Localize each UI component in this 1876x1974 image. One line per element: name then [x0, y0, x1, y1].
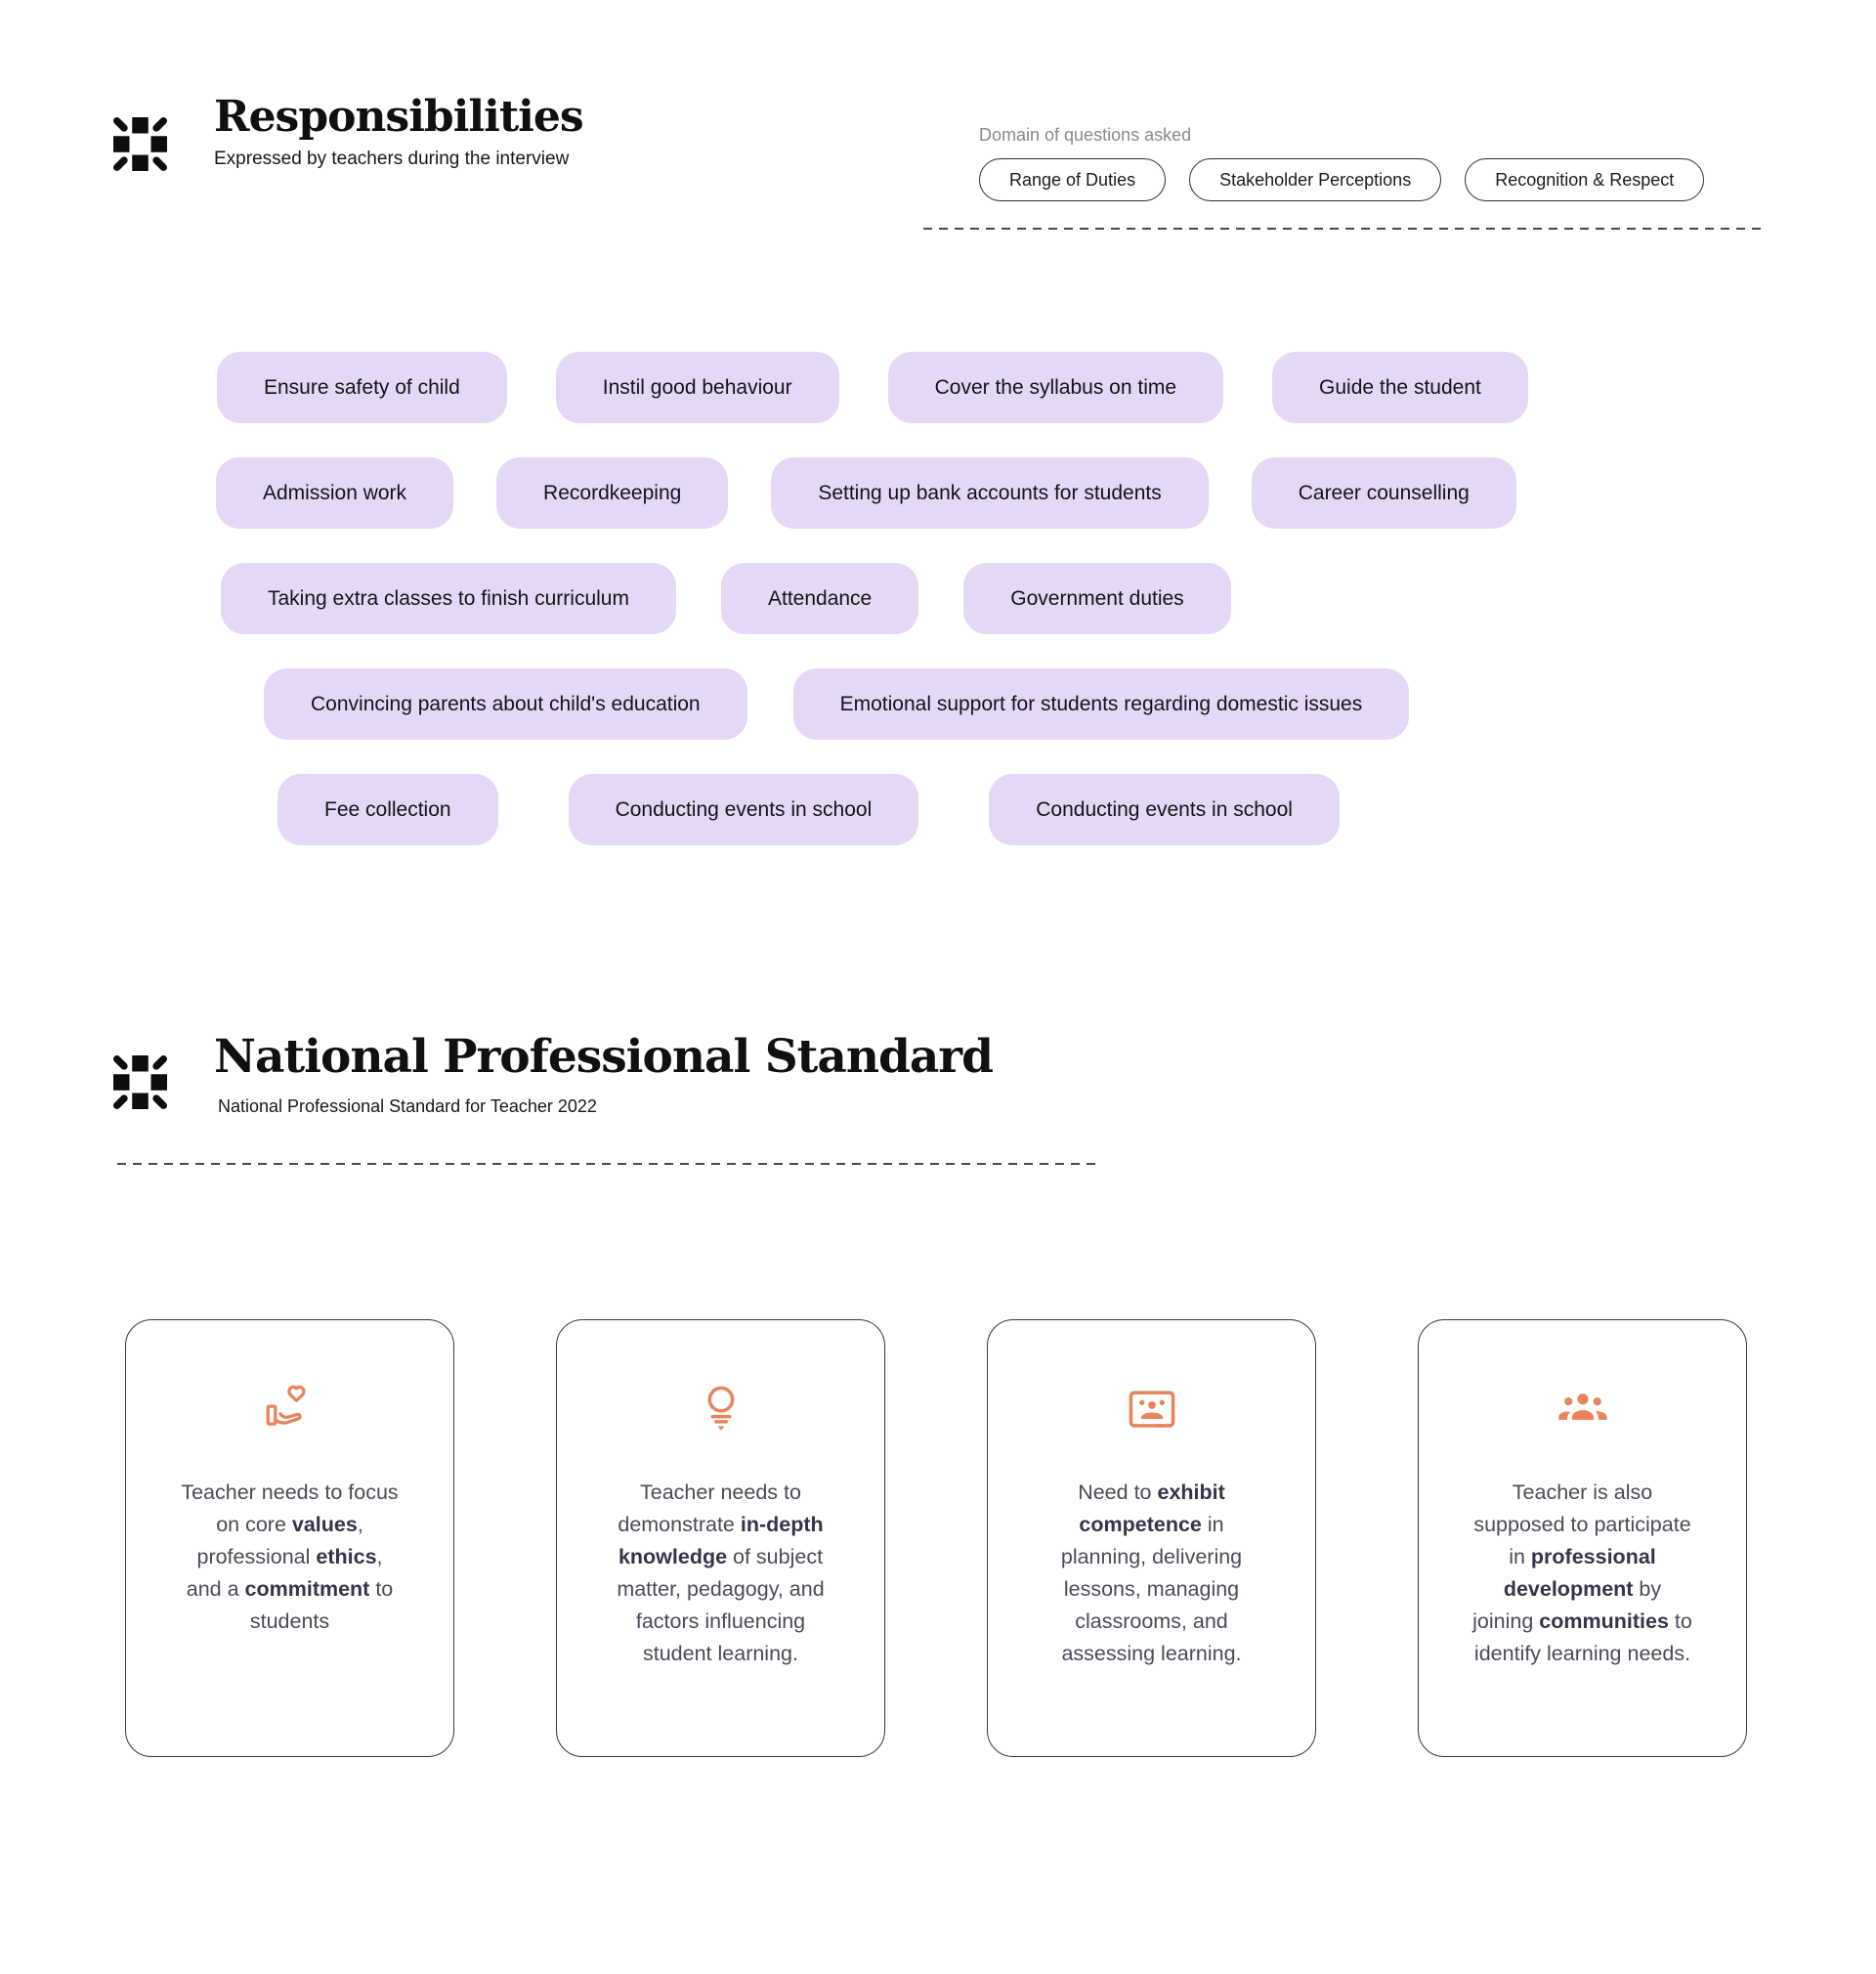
responsibility-tag: Setting up bank accounts for students	[771, 457, 1208, 529]
card-text	[1461, 1477, 1704, 1670]
responsibility-tag: Instil good behaviour	[556, 352, 839, 423]
card-text-line: development by	[1503, 1577, 1662, 1601]
responsibility-tag: Career counselling	[1252, 457, 1516, 529]
classroom-icon	[1125, 1381, 1179, 1438]
card-text-line: Need to exhibit	[1078, 1480, 1225, 1504]
card-text	[169, 1477, 409, 1638]
domain-pill: Range of Duties	[979, 158, 1166, 201]
tag-row	[221, 563, 1876, 634]
standard-header	[113, 1032, 993, 1117]
responsibility-tag: Cover the syllabus on time	[888, 352, 1223, 423]
card-text-line: student learning.	[643, 1642, 798, 1665]
card-text-line: on core values,	[216, 1513, 363, 1536]
card-text-line: in professional	[1509, 1545, 1656, 1568]
card-text	[1049, 1477, 1254, 1670]
domain-label: Domain of questions asked	[979, 125, 1192, 145]
card-text-line: joining communities to	[1472, 1609, 1692, 1633]
responsibility-tag: Convincing parents about child's education	[264, 668, 747, 740]
page-subtitle: Expressed by teachers during the interview	[214, 149, 570, 170]
tag-rows	[0, 352, 1876, 880]
hand-heart-icon	[263, 1381, 318, 1438]
dashed-divider	[923, 228, 1761, 230]
card-text-line: professional ethics,	[196, 1545, 383, 1568]
domain-pill: Recognition & Respect	[1465, 158, 1704, 201]
dashed-divider	[117, 1163, 1101, 1165]
groups-icon	[1555, 1381, 1611, 1438]
tag-row	[217, 352, 1876, 423]
responsibility-tag: Conducting events in school	[569, 774, 919, 845]
card-text-line: identify learning needs.	[1473, 1642, 1691, 1665]
lightbulb-icon	[694, 1381, 748, 1438]
standard-cards	[125, 1319, 1747, 1757]
card-text-line: competence in	[1079, 1513, 1224, 1536]
card-text-line: Teacher is also	[1512, 1480, 1653, 1504]
responsibilities-header	[113, 94, 583, 176]
card-text-line: knowledge of subject	[618, 1545, 824, 1568]
card-text-line: planning, delivering	[1060, 1545, 1243, 1568]
responsibility-tag: Attendance	[721, 563, 918, 634]
responsibility-tag: Emotional support for students regarding domestic issues	[793, 668, 1410, 740]
responsibility-tag: Ensure safety of child	[217, 352, 507, 423]
standard-card	[556, 1319, 885, 1757]
card-text-line: assessing learning.	[1061, 1642, 1242, 1665]
responsibility-tag: Guide the student	[1272, 352, 1528, 423]
card-text-line: classrooms, and	[1075, 1609, 1228, 1633]
card-text	[605, 1477, 835, 1670]
card-text-line: lessons, managing	[1063, 1577, 1240, 1601]
card-text-line: demonstrate in-depth	[618, 1513, 824, 1536]
grid-logo-icon	[113, 117, 167, 176]
tag-row	[277, 774, 1876, 845]
responsibility-tag: Recordkeeping	[496, 457, 728, 529]
card-text-line: supposed to participate	[1473, 1513, 1691, 1536]
responsibility-tag: Government duties	[963, 563, 1230, 634]
domain-pills	[979, 158, 1704, 201]
tag-row	[216, 457, 1876, 529]
responsibility-tag: Taking extra classes to finish curriculum	[221, 563, 676, 634]
standard-card	[987, 1319, 1316, 1757]
domain-block	[979, 125, 1704, 201]
domain-pill: Stakeholder Perceptions	[1189, 158, 1441, 201]
responsibility-tag: Fee collection	[277, 774, 498, 845]
card-text-line: and a commitment to	[186, 1577, 394, 1601]
standard-card	[125, 1319, 454, 1757]
card-text-line: matter, pedagogy, and	[617, 1577, 825, 1601]
card-text-line: factors influencing	[635, 1609, 806, 1633]
responsibility-tag: Admission work	[216, 457, 453, 529]
tag-row	[264, 668, 1876, 740]
card-text-line: Teacher needs to	[640, 1480, 801, 1504]
section-subtitle: National Professional Standard for Teacher 2022	[218, 1095, 597, 1116]
card-text-line: Teacher needs to focus	[181, 1480, 399, 1504]
responsibility-tag: Conducting events in school	[989, 774, 1340, 845]
page-title: Responsibilities	[214, 92, 583, 142]
standard-card	[1418, 1319, 1747, 1757]
grid-logo-icon	[113, 1055, 167, 1114]
section-title: National Professional Standard	[214, 1030, 993, 1084]
card-text-line: students	[249, 1609, 330, 1633]
